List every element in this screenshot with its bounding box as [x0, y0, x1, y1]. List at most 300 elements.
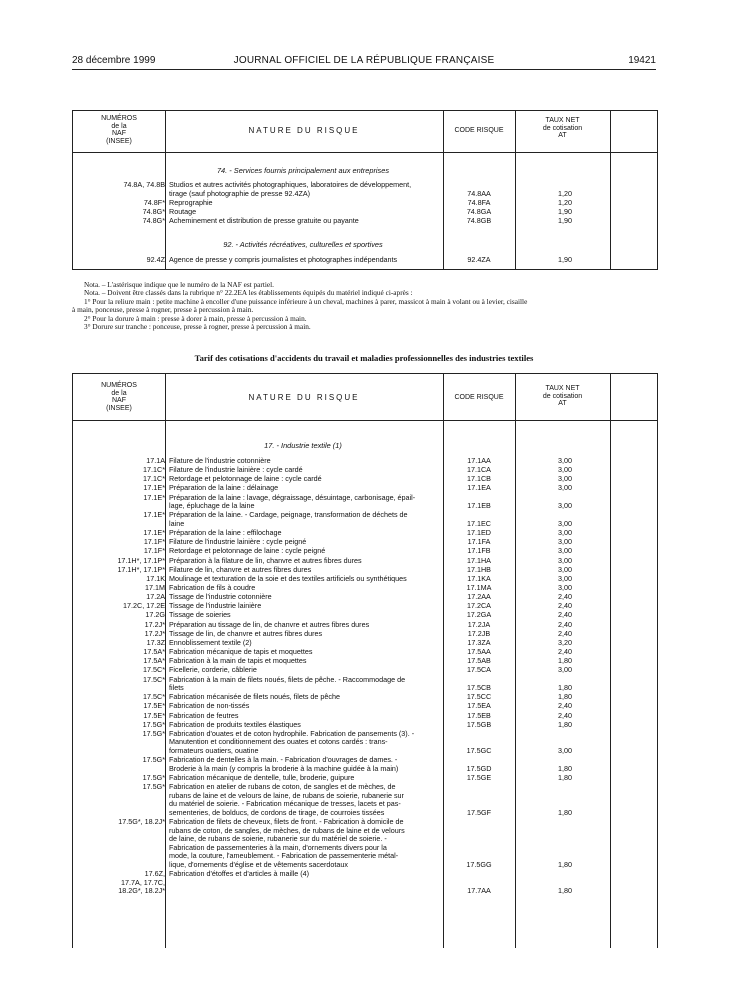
leader-dots [183, 691, 433, 692]
code-cell: 74.8FA [467, 197, 491, 207]
naf-line: 17.2C, 17.2E [123, 601, 165, 611]
code-cell: 17.1EC [467, 518, 491, 528]
note-line: à main, ponceuse, presse à rogner, presse à percussion à main. [72, 305, 254, 315]
section-heading-92: 92. - Activités récréatives, culturelles et sportives [223, 240, 383, 249]
nature-line [169, 199, 437, 208]
nature-text: Fabrication mécanique de tapis et moquettes [169, 648, 313, 657]
nature-line [169, 809, 437, 818]
code-cell: 17.1KA [467, 573, 491, 583]
naf-cell [73, 566, 165, 575]
table-textiles [72, 373, 658, 948]
table-row [73, 712, 657, 721]
naf-line: 17.5C* [143, 692, 165, 702]
naf-cell [73, 611, 165, 620]
naf-line: 17.5E* [143, 701, 165, 711]
naf-line: 17.5A* [143, 656, 165, 666]
naf-cell [73, 702, 165, 711]
naf-cell [73, 621, 165, 630]
column-header-naf [73, 115, 165, 145]
nature-text: du matériel de soierie. - Fabrication mécanique de tresses, lacets et pas- [169, 799, 401, 809]
column-header-nature: NATURE DU RISQUE [248, 126, 360, 135]
nature-line [169, 676, 437, 685]
code-cell: 17.7AA [467, 886, 491, 896]
page-number: 19421 [628, 55, 656, 66]
naf-cell [73, 494, 165, 503]
taux-cell: 2,40 [558, 710, 572, 720]
nature-text: Broderie à la main (y compris la broderie à la machine guidée à la main) [169, 763, 399, 773]
naf-line: 17.1C* [143, 474, 165, 484]
naf-line: 17.1E* [143, 528, 165, 538]
table-row [73, 676, 657, 693]
section-heading-74: 74. - Services fournis principalement aux entreprises [216, 166, 390, 175]
naf-line: 17.6Z, [144, 869, 165, 879]
nature-cell [169, 730, 437, 756]
nature-text: rubans de coton, de sangles, de mèches, de rubans de laine et de velours [169, 825, 405, 835]
taux-cell: 3,00 [558, 474, 572, 484]
header-divider [73, 152, 657, 153]
code-cell: 17.5AB [467, 656, 491, 666]
header-rule [72, 69, 656, 70]
naf-line: 17.5G* [142, 719, 165, 729]
naf-line: 17.5G* [142, 728, 165, 738]
nature-text: Préparation de la laine : effilochage [169, 529, 282, 538]
naf-line: 17.5G* [142, 772, 165, 782]
nature-text: Fabrication de fils à coudre [169, 584, 256, 592]
nature-text: lage, épluchage de la laine [169, 501, 255, 511]
naf-line: 17.1E* [143, 510, 165, 520]
code-cell: 74.8GB [466, 216, 492, 226]
nature-line [169, 648, 437, 657]
code-cell: 17.5GG [466, 860, 492, 870]
taux-cell: 3,00 [558, 665, 572, 675]
taux-cell: 3,00 [558, 465, 572, 475]
nature-text: Fabrication de feutres [169, 711, 239, 720]
naf-header-line: de la [111, 122, 127, 130]
code-cell: 17.1EB [467, 501, 491, 511]
nature-line [169, 721, 437, 730]
nature-line [169, 475, 437, 484]
naf-line: 17.1F* [143, 546, 165, 556]
code-cell: 17.1CB [467, 474, 491, 484]
nature-text: Reprographie [169, 198, 213, 207]
nature-line [169, 602, 437, 611]
column-header-nature: NATURE DU RISQUE [248, 393, 360, 402]
nature-cell [169, 208, 437, 217]
nature-text: Préparation au tissage de lin, de chanvre et autres fibres dures [169, 620, 370, 629]
nature-cell [169, 593, 437, 602]
taux-cell: 1,80 [558, 763, 572, 773]
nature-line [169, 666, 437, 675]
naf-cell [73, 712, 165, 721]
nature-text: Tissage de soieries [169, 611, 231, 620]
taux-header-line: TAUX NET [545, 117, 580, 124]
nature-line [169, 208, 437, 217]
nature-line [169, 190, 437, 199]
nature-cell [169, 466, 437, 475]
nature-line [169, 584, 437, 593]
nature-line [169, 712, 437, 721]
nature-text: Fabrication mécanique de dentelle, tulle, broderie, guipure [169, 773, 355, 782]
nature-text: Tissage de l'industrie lainière [169, 602, 262, 611]
nature-text: Fabrication de non-tissés [169, 702, 250, 711]
taux-cell: 1,80 [558, 719, 572, 729]
table-row [73, 547, 657, 556]
naf-cell: 74.8A, 74.8B [123, 180, 165, 189]
nature-line [169, 547, 437, 556]
naf-header-line: (INSEE) [106, 404, 132, 412]
code-cell: 17.1AA [467, 456, 491, 465]
nature-cell [169, 611, 437, 620]
nature-line [169, 484, 437, 493]
nature-line [169, 566, 437, 575]
naf-line: 17.1E* [143, 492, 165, 502]
nature-cell [169, 774, 437, 783]
naf-line: 17.7A, 17.7C, [121, 877, 165, 887]
table-row [73, 494, 657, 511]
nature-text: Préparation de la laine : lavage, dégraissage, désuintage, carbonisage, épail- [169, 493, 416, 502]
naf-cell [73, 730, 165, 739]
column-header-code: CODE RISQUE [454, 127, 504, 134]
nature-text: Filature de l'industrie cotonnière [169, 457, 271, 465]
naf-line: 17.1H*, 17.1P* [117, 564, 165, 574]
nature-text: Studios et autres activités photographiques, laboratoires de développement, [169, 181, 412, 189]
nature-line [169, 538, 437, 547]
nature-text: Fabrication de filets de cheveux, filets de front. - Fabrication à domicile de [169, 818, 404, 827]
naf-line: 17.2J* [144, 628, 165, 638]
nature-text: Ficellerie, corderie, câblerie [169, 666, 257, 675]
nature-line [169, 630, 437, 639]
taux-cell: 2,40 [558, 610, 572, 620]
column-header-taux [515, 385, 610, 408]
nature-line [169, 639, 437, 648]
nature-text: Tissage de l'industrie cotonnière [169, 593, 272, 602]
nature-cell [169, 870, 437, 879]
nature-cell [169, 693, 437, 702]
naf-header-line: de la [111, 389, 127, 397]
column-header-taux [515, 117, 610, 140]
nature-cell [169, 676, 437, 693]
naf-line: 17.1C* [143, 465, 165, 475]
taux-header-line: AT [558, 132, 567, 139]
nature-line [169, 557, 437, 566]
naf-line: 17.1M [145, 583, 165, 592]
column-header-naf [73, 382, 165, 412]
naf-cell [73, 511, 165, 520]
nature-line [169, 621, 437, 630]
code-cell: 17.2AA [467, 592, 491, 602]
nature-text: formateurs ouatiers, ouatine [169, 746, 259, 756]
table-row [73, 666, 657, 675]
nature-cell [169, 721, 437, 730]
nature-cell [169, 484, 437, 493]
code-cell: 17.1CA [467, 465, 491, 475]
nature-text: rubans de laine et de velours de laine, de rubans de soierie, rubanerie sur [169, 790, 404, 800]
nature-text: Fabrication à la main de filets noués, filets de pêche. - Raccommodage de [169, 675, 406, 684]
nature-cell [169, 602, 437, 611]
nature-line [169, 684, 437, 693]
nature-line [169, 593, 437, 602]
nature-cell [169, 584, 437, 593]
note-line: 3° Dorure sur tranche : ponceuse, presse à rogner, presse à percussion à main. [84, 322, 311, 332]
taux-header-line: de cotisation [542, 124, 583, 132]
taux-cell: 1,90 [558, 255, 572, 264]
taux-cell: 1,80 [558, 807, 572, 817]
table-row [73, 621, 657, 630]
taux-cell: 1,20 [558, 197, 572, 207]
taux-header-line: AT [558, 400, 567, 407]
nature-text: Fabrication de dentelles à la main. - Fabrication d'ouvrages de dames. - [169, 756, 398, 765]
naf-cell [73, 818, 165, 827]
naf-header-line: NAF [112, 397, 126, 404]
nature-text: Préparation de la laine. - Cardage, peignage, transformation de déchets de [169, 511, 408, 520]
nature-line [169, 693, 437, 702]
nature-line [169, 765, 437, 774]
taux-cell: 3,00 [558, 746, 572, 756]
nature-line [169, 217, 437, 226]
code-cell: 17.5GE [466, 772, 492, 782]
naf-line: 17.1A [146, 456, 165, 465]
code-cell: 17.1FA [467, 537, 491, 547]
naf-line: 17.2A [146, 592, 165, 602]
nature-line [169, 511, 437, 520]
taux-cell: 3,00 [558, 518, 572, 528]
naf-line: 17.1H*, 17.1P* [117, 555, 165, 565]
taux-cell: 1,90 [558, 216, 572, 226]
nature-cell [169, 575, 437, 584]
naf-header-line: (INSEE) [106, 137, 132, 145]
nature-cell [169, 529, 437, 538]
nature-text: sementeries, de bolducs, de cordons de tirage, de courroies tissées [169, 807, 385, 817]
nature-text: laine [169, 518, 185, 528]
issue-date: 28 décembre 1999 [72, 55, 156, 66]
nature-cell [169, 657, 437, 666]
taux-cell: 3,00 [558, 546, 572, 556]
nature-text: tirage (sauf photographie de presse 92.4ZA) [169, 188, 311, 198]
table-row [73, 870, 657, 896]
naf-line: 17.5C* [143, 665, 165, 675]
taux-header-line: TAUX NET [545, 385, 580, 392]
nature-cell [169, 566, 437, 575]
naf-cell [73, 870, 165, 896]
taux-cell: 2,40 [558, 619, 572, 629]
nature-text: Fabrication de produits textiles élastiques [169, 720, 301, 729]
table-row [73, 611, 657, 620]
taux-cell: 2,40 [558, 601, 572, 611]
nature-text: Fabrication d'étoffes et d'articles à maille (4) [169, 870, 310, 879]
nature-text: lique, d'ornements d'église et de vêtements sacerdotaux [169, 860, 348, 870]
naf-line: 17.5C* [143, 674, 165, 684]
table-row [73, 783, 657, 817]
code-cell: 17.5EB [467, 710, 491, 720]
table-row [73, 730, 657, 756]
naf-cell [73, 484, 165, 493]
nature-cell [169, 199, 437, 208]
code-cell: 17.2JA [467, 619, 491, 629]
naf-header-line: NUMÉROS [101, 382, 137, 389]
code-cell: 17.2JB [467, 628, 491, 638]
nature-text: Préparation de la laine : délainage [169, 484, 279, 493]
nature-text: mode, la couture, l'ameublement. - Fabrication de passementerie métal- [169, 851, 399, 861]
nature-line [169, 457, 437, 466]
code-cell: 17.2CA [467, 601, 491, 611]
header-divider [73, 420, 657, 421]
nature-text: de laine, de rubans de soierie, rubanerie sur du matériel de soierie. - [169, 834, 387, 844]
nature-cell [169, 818, 437, 870]
nature-cell [169, 712, 437, 721]
naf-cell [73, 783, 165, 792]
taux-cell: 2,40 [558, 701, 572, 711]
code-cell: 17.1ED [467, 528, 491, 538]
code-cell: 74.8GA [466, 207, 492, 216]
nature-line [169, 702, 437, 711]
nature-line [169, 575, 437, 584]
nature-cell [169, 217, 437, 226]
nature-text: Fabrication d'ouates et de coton hydrophile. Fabrication de pansements (3). - [169, 729, 415, 738]
naf-cell: 74.8F* [143, 197, 165, 207]
code-cell: 17.5CB [467, 683, 491, 693]
naf-line: 17.1K [146, 573, 165, 583]
code-cell: 17.5CC [466, 692, 492, 702]
nature-text: Préparation à la filature de lin, chanvre et autres fibres dures [169, 556, 362, 565]
nature-cell [169, 756, 437, 773]
nature-line [169, 256, 437, 265]
nature-cell [169, 557, 437, 566]
nature-text: Tissage de lin, de chanvre et autres fibres dures [169, 629, 323, 638]
nature-line [169, 520, 437, 529]
nature-cell [169, 621, 437, 630]
naf-line: 17.5A* [143, 647, 165, 657]
naf-cell [73, 756, 165, 765]
taux-cell: 3,00 [558, 456, 572, 465]
nature-line [169, 502, 437, 511]
naf-line: 17.2G [145, 610, 165, 620]
taux-cell: 3,00 [558, 573, 572, 583]
code-cell: 17.5EA [467, 701, 491, 711]
note-line: 1° Pour la reliure main : petite machine à encoller d'une puissance inférieure à un cheval, machines à parer, massicot à main à volant ou à levier, cisaille [84, 296, 528, 306]
code-cell: 17.1HA [467, 555, 491, 565]
journal-title: JOURNAL OFFICIEL DE LA RÉPUBLIQUE FRANÇAISE [233, 55, 495, 66]
naf-cell: 92.4Z [146, 255, 165, 264]
code-cell: 17.1EA [467, 483, 491, 493]
code-cell: 17.5GB [466, 719, 492, 729]
naf-header-line: NUMÉROS [101, 115, 137, 122]
nature-cell [169, 475, 437, 484]
notes-block [72, 281, 672, 331]
nature-text: Filature de l'industrie lainière : cycle cardé [169, 466, 303, 475]
nature-text: Fabrication en atelier de rubans de coton, de sangles et de mèches, de [169, 783, 396, 792]
code-cell: 92.4ZA [467, 255, 491, 264]
nature-text: Ennoblissement textile (2) [169, 638, 252, 647]
nature-cell [169, 648, 437, 657]
code-cell: 17.5GC [466, 746, 492, 756]
nature-text: Filature de l'industrie lainière : cycle peigné [169, 538, 307, 547]
naf-line: 17.5E* [143, 710, 165, 720]
taux-cell: 1,80 [558, 683, 572, 693]
leader-dots [183, 215, 433, 216]
taux-cell: 1,80 [558, 772, 572, 782]
taux-cell: 3,00 [558, 501, 572, 511]
taux-header-line: de cotisation [542, 392, 583, 400]
taux-cell: 1,90 [558, 207, 572, 216]
nature-text: Moulinage et texturation de la soie et des textiles artificiels ou synthétiques [169, 574, 407, 583]
table-row [73, 511, 657, 528]
section-heading-17: 17. - Industrie textile (1) [264, 441, 342, 450]
note-line: 2° Pour la dorure à main : presse à dorer à main, presse à percussion à main. [84, 313, 307, 323]
table-services [72, 110, 658, 270]
nature-text: Retordage et pelotonnage de laine : cycle peigné [169, 547, 326, 556]
table-row [73, 721, 657, 730]
column-header-code: CODE RISQUE [454, 394, 504, 401]
naf-line: 17.3Z [146, 637, 165, 647]
leader-dots [183, 205, 433, 206]
taux-cell: 3,00 [558, 583, 572, 592]
naf-cell [73, 666, 165, 675]
taux-cell: 1,80 [558, 860, 572, 870]
naf-line: 18.2G*, 18.2J* [118, 886, 165, 896]
nature-cell [169, 538, 437, 547]
table-row [73, 484, 657, 493]
nature-text: Fabrication de passementeries à la main, d'ornements divers pour la [169, 842, 387, 852]
table-row [73, 181, 657, 198]
nature-text: filets [169, 683, 184, 693]
naf-cell [73, 676, 165, 685]
taux-cell: 1,80 [558, 886, 572, 896]
nature-line [169, 529, 437, 538]
code-cell: 17.5GD [466, 763, 492, 773]
code-cell: 17.5CA [467, 665, 491, 675]
code-cell: 17.2GA [466, 610, 492, 620]
nature-cell [169, 511, 437, 528]
note-line: Nota. – L'astérisque indique que le numéro de la NAF est partiel. [84, 280, 274, 289]
nature-line [169, 611, 437, 620]
table-row [73, 256, 657, 265]
taux-cell: 1,80 [558, 656, 572, 666]
nature-line [169, 747, 437, 756]
nature-cell [169, 639, 437, 648]
naf-cell [73, 721, 165, 730]
naf-line: 17.1F* [143, 537, 165, 547]
section-title: Tarif des cotisations d'accidents du travail et maladies professionnelles des industries textiles [194, 353, 534, 363]
taux-cell: 2,40 [558, 592, 572, 602]
table-row [73, 217, 657, 226]
nature-text: Retordage et pelotonnage de laine : cycle cardé [169, 475, 322, 484]
naf-line: 17.2J* [144, 619, 165, 629]
naf-line: 17.1E* [143, 483, 165, 493]
nature-text: Routage [169, 208, 197, 216]
table-row [73, 702, 657, 711]
nature-cell [169, 666, 437, 675]
note-line: Nota. – Doivent être classés dans la rubrique n° 22.2EA les établissements équipés du matériel indiqué ci-après : [84, 288, 413, 298]
taux-cell: 3,00 [558, 564, 572, 574]
naf-line: 17.5G*, 18.2J* [118, 817, 165, 827]
naf-line: 17.5G* [142, 755, 165, 765]
leader-dots [183, 527, 433, 528]
table-row [73, 557, 657, 566]
taux-cell: 1,20 [558, 188, 572, 198]
nature-text: Fabrication à la main de tapis et moquettes [169, 657, 307, 666]
code-cell: 17.1FB [467, 546, 491, 556]
nature-cell [169, 494, 437, 511]
table-row [73, 818, 657, 870]
taux-cell: 3,00 [558, 528, 572, 538]
nature-cell [169, 457, 437, 466]
nature-line [169, 870, 437, 879]
nature-line [169, 861, 437, 870]
code-cell: 17.3ZA [467, 637, 491, 647]
taux-cell: 2,40 [558, 628, 572, 638]
nature-text: Agence de presse y compris journalistes et photographes indépendants [169, 256, 398, 264]
nature-cell [169, 547, 437, 556]
